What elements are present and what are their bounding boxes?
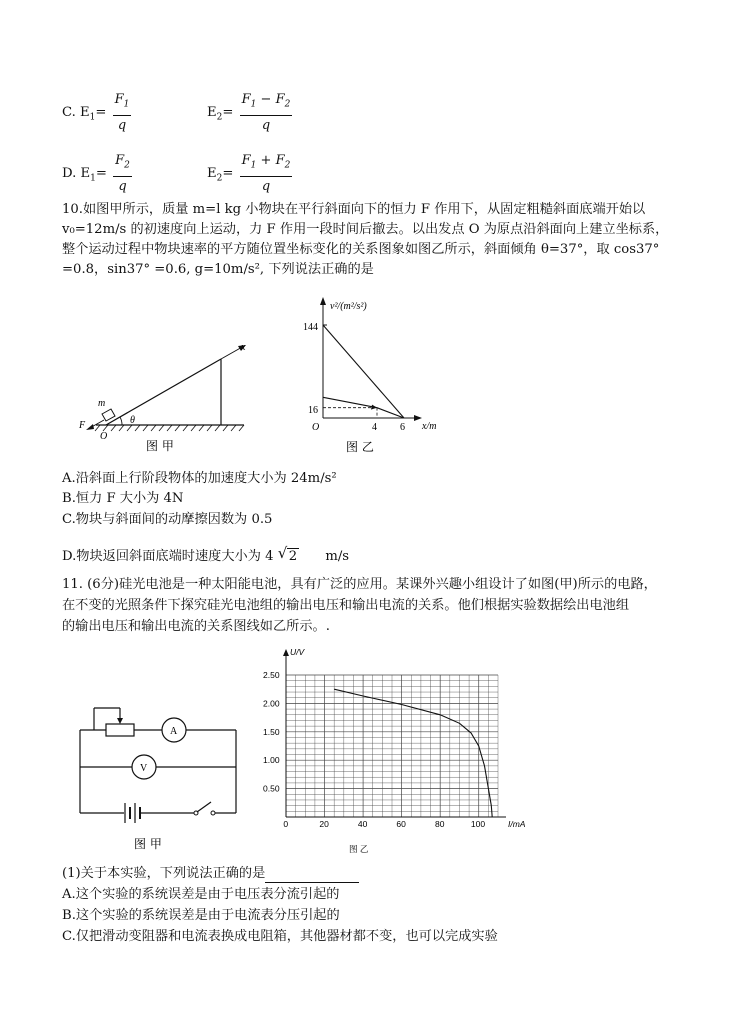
x-tick-label: 60 xyxy=(396,819,406,829)
sub: 1 xyxy=(250,99,257,110)
y-axis-label: U/V xyxy=(290,647,305,657)
option-c-e2 xyxy=(207,90,294,135)
q11-figure-a xyxy=(76,700,244,860)
sub: 1 xyxy=(89,112,96,123)
fig-b-caption: 图 乙 xyxy=(346,440,374,454)
direction-arrow xyxy=(371,405,377,410)
angle-arc xyxy=(120,417,122,425)
ammeter-label: A xyxy=(170,726,178,737)
tick-16: 16 xyxy=(308,405,318,416)
eq: = xyxy=(222,165,234,181)
radicand: 2 xyxy=(288,549,298,564)
sub: 2 xyxy=(216,173,223,184)
x-axis-label: I/mA xyxy=(508,819,526,829)
y-axis-arrow xyxy=(283,649,289,656)
option-d-label: D. E xyxy=(62,165,91,181)
y-tick-label: 1.50 xyxy=(263,726,280,737)
num: F xyxy=(115,153,125,168)
block xyxy=(102,409,115,421)
rheostat xyxy=(106,724,134,736)
x-tick-label: 0 xyxy=(283,819,289,829)
chart1-marks xyxy=(323,325,404,418)
q11-figure-b xyxy=(262,640,532,860)
x-axis-arrow xyxy=(414,415,422,421)
tick-144: 144 xyxy=(303,322,318,333)
y-axis-label: v²/(m²/s²) xyxy=(330,301,367,312)
sub: 2 xyxy=(216,112,223,123)
q10-option-b: B.恒力 F 大小为 4N xyxy=(62,491,184,506)
q10-option-c: C.物块与斜面间的动摩擦因数为 0.5 xyxy=(62,512,273,527)
q11-line3: 的输出电压和输出电流的关系图线如乙所示。. xyxy=(62,619,330,634)
answer-blank[interactable] xyxy=(265,868,359,883)
sub: 2 xyxy=(124,160,130,171)
opt-d-unit: m/s xyxy=(325,549,350,564)
switch-contact xyxy=(211,811,215,815)
y-axis-arrow xyxy=(320,297,326,305)
label-m: m xyxy=(98,398,106,409)
num: F xyxy=(275,153,285,168)
q10-option-d xyxy=(62,544,350,566)
num: F xyxy=(275,92,285,107)
q10-option-a: A.沿斜面上行阶段物体的加速度大小为 24m/s² xyxy=(62,471,337,486)
q11-option-b: B.这个实验的系统误差是由于电流表分压引起的 xyxy=(62,908,340,923)
eq: = xyxy=(222,104,234,120)
den: q xyxy=(261,117,271,133)
label: E xyxy=(207,104,217,120)
x-tick-label: 80 xyxy=(434,819,445,829)
label-F: F xyxy=(79,420,86,431)
q10-line4: =0.8，sin37° =0.6, g=10m/s², 下列说法正确的是 xyxy=(62,262,374,277)
fig-a-caption: 图 甲 xyxy=(146,439,174,453)
x-tick-label: 20 xyxy=(319,819,329,829)
origin-label: O xyxy=(312,422,320,433)
tick-4: 4 xyxy=(372,422,377,433)
q10-line1: 10.如图甲所示，质量 m=l kg 小物块在平行斜面向下的恒力 F 作用下，从固定粗糙斜面底端开始以 xyxy=(62,202,646,217)
num: F xyxy=(114,92,124,107)
chart2-grid xyxy=(286,675,498,817)
x-tick-label: 40 xyxy=(357,819,368,829)
option-d xyxy=(62,151,134,196)
switch-blade xyxy=(197,802,211,812)
fraction-e1 xyxy=(113,90,132,135)
den: q xyxy=(261,178,271,194)
option-d-e2 xyxy=(207,151,294,196)
x-tick-label: 100 xyxy=(470,819,486,829)
sub: 1 xyxy=(123,99,130,110)
tick-6: 6 xyxy=(400,422,405,433)
opt-d-text: D.物块返回斜面底端时速度大小为 4 xyxy=(62,549,274,564)
fraction-e2 xyxy=(240,90,293,135)
sub: 1 xyxy=(90,173,96,184)
op: + xyxy=(256,153,276,168)
sub: 2 xyxy=(284,99,291,110)
label-O: O xyxy=(100,431,108,442)
sub1-text: (1)关于本实验，下列说法正确的是 xyxy=(62,866,266,881)
q10-line3: 整个运动过程中物块速率的平方随位置坐标变化的关系图象如图乙所示，斜面倾角 θ=37°，取 cos37° xyxy=(62,242,660,257)
y-tick-label: 0.50 xyxy=(263,783,280,794)
num: F xyxy=(241,153,251,168)
q11-line1: 11. (6分)硅光电池是一种太阳能电池，具有广泛的应用。某课外兴趣小组设计了如图(甲)所示的电路， xyxy=(62,577,657,592)
eq: = xyxy=(95,165,107,181)
sub: 1 xyxy=(250,160,257,171)
sqrt-symbol: √ 2 xyxy=(277,544,298,564)
fig-b-caption: 图 乙 xyxy=(349,844,369,854)
slider-arrow xyxy=(117,718,123,724)
option-c xyxy=(62,90,133,135)
fig-a-caption: 图 甲 xyxy=(134,837,162,851)
incline-line xyxy=(106,359,221,425)
fraction-e2 xyxy=(240,151,293,196)
y-tick-label: 1.00 xyxy=(263,755,280,766)
y-tick-label: 2.50 xyxy=(263,670,280,680)
den: q xyxy=(117,117,127,133)
label: E xyxy=(207,165,217,181)
x-axis-label: x/m xyxy=(422,421,437,432)
label-x: x xyxy=(241,342,246,353)
den: q xyxy=(118,178,127,194)
chart2-marks xyxy=(334,689,492,817)
q11-option-a: A.这个实验的系统误差是由于电压表分流引起的 xyxy=(62,887,340,902)
series-line-ui xyxy=(334,689,492,817)
op: − xyxy=(256,92,276,107)
y-tick-label: 2.00 xyxy=(263,698,280,709)
series-line-up xyxy=(323,325,404,418)
ground-hatch xyxy=(95,425,244,431)
q11-sub1 xyxy=(62,864,359,883)
label-theta: θ xyxy=(130,415,135,426)
q11-line2: 在不变的光照条件下探究硅光电池组的输出电压和输出电流的关系。他们根据实验数据绘出电池组 xyxy=(62,598,630,613)
option-c-label: C. E xyxy=(62,104,90,120)
q10-line2: v₀=12m/s 的初速度向上运动，力 F 作用一段时间后撤去。以出发点 O 为原点沿斜面向上建立坐标系， xyxy=(62,222,669,237)
q10-figure-b xyxy=(300,293,460,463)
voltmeter-label: V xyxy=(140,763,148,774)
sub: 2 xyxy=(284,160,291,171)
fraction-e1 xyxy=(113,151,132,196)
force-arrow xyxy=(86,424,94,430)
chart2-ticks xyxy=(263,647,526,829)
q11-option-c: C.仅把滑动变阻器和电流表换成电阻箱，其他器材都不变，也可以完成实验 xyxy=(62,929,498,944)
q10-figure-a xyxy=(78,336,278,461)
num: F xyxy=(241,92,251,107)
eq: = xyxy=(95,104,107,120)
